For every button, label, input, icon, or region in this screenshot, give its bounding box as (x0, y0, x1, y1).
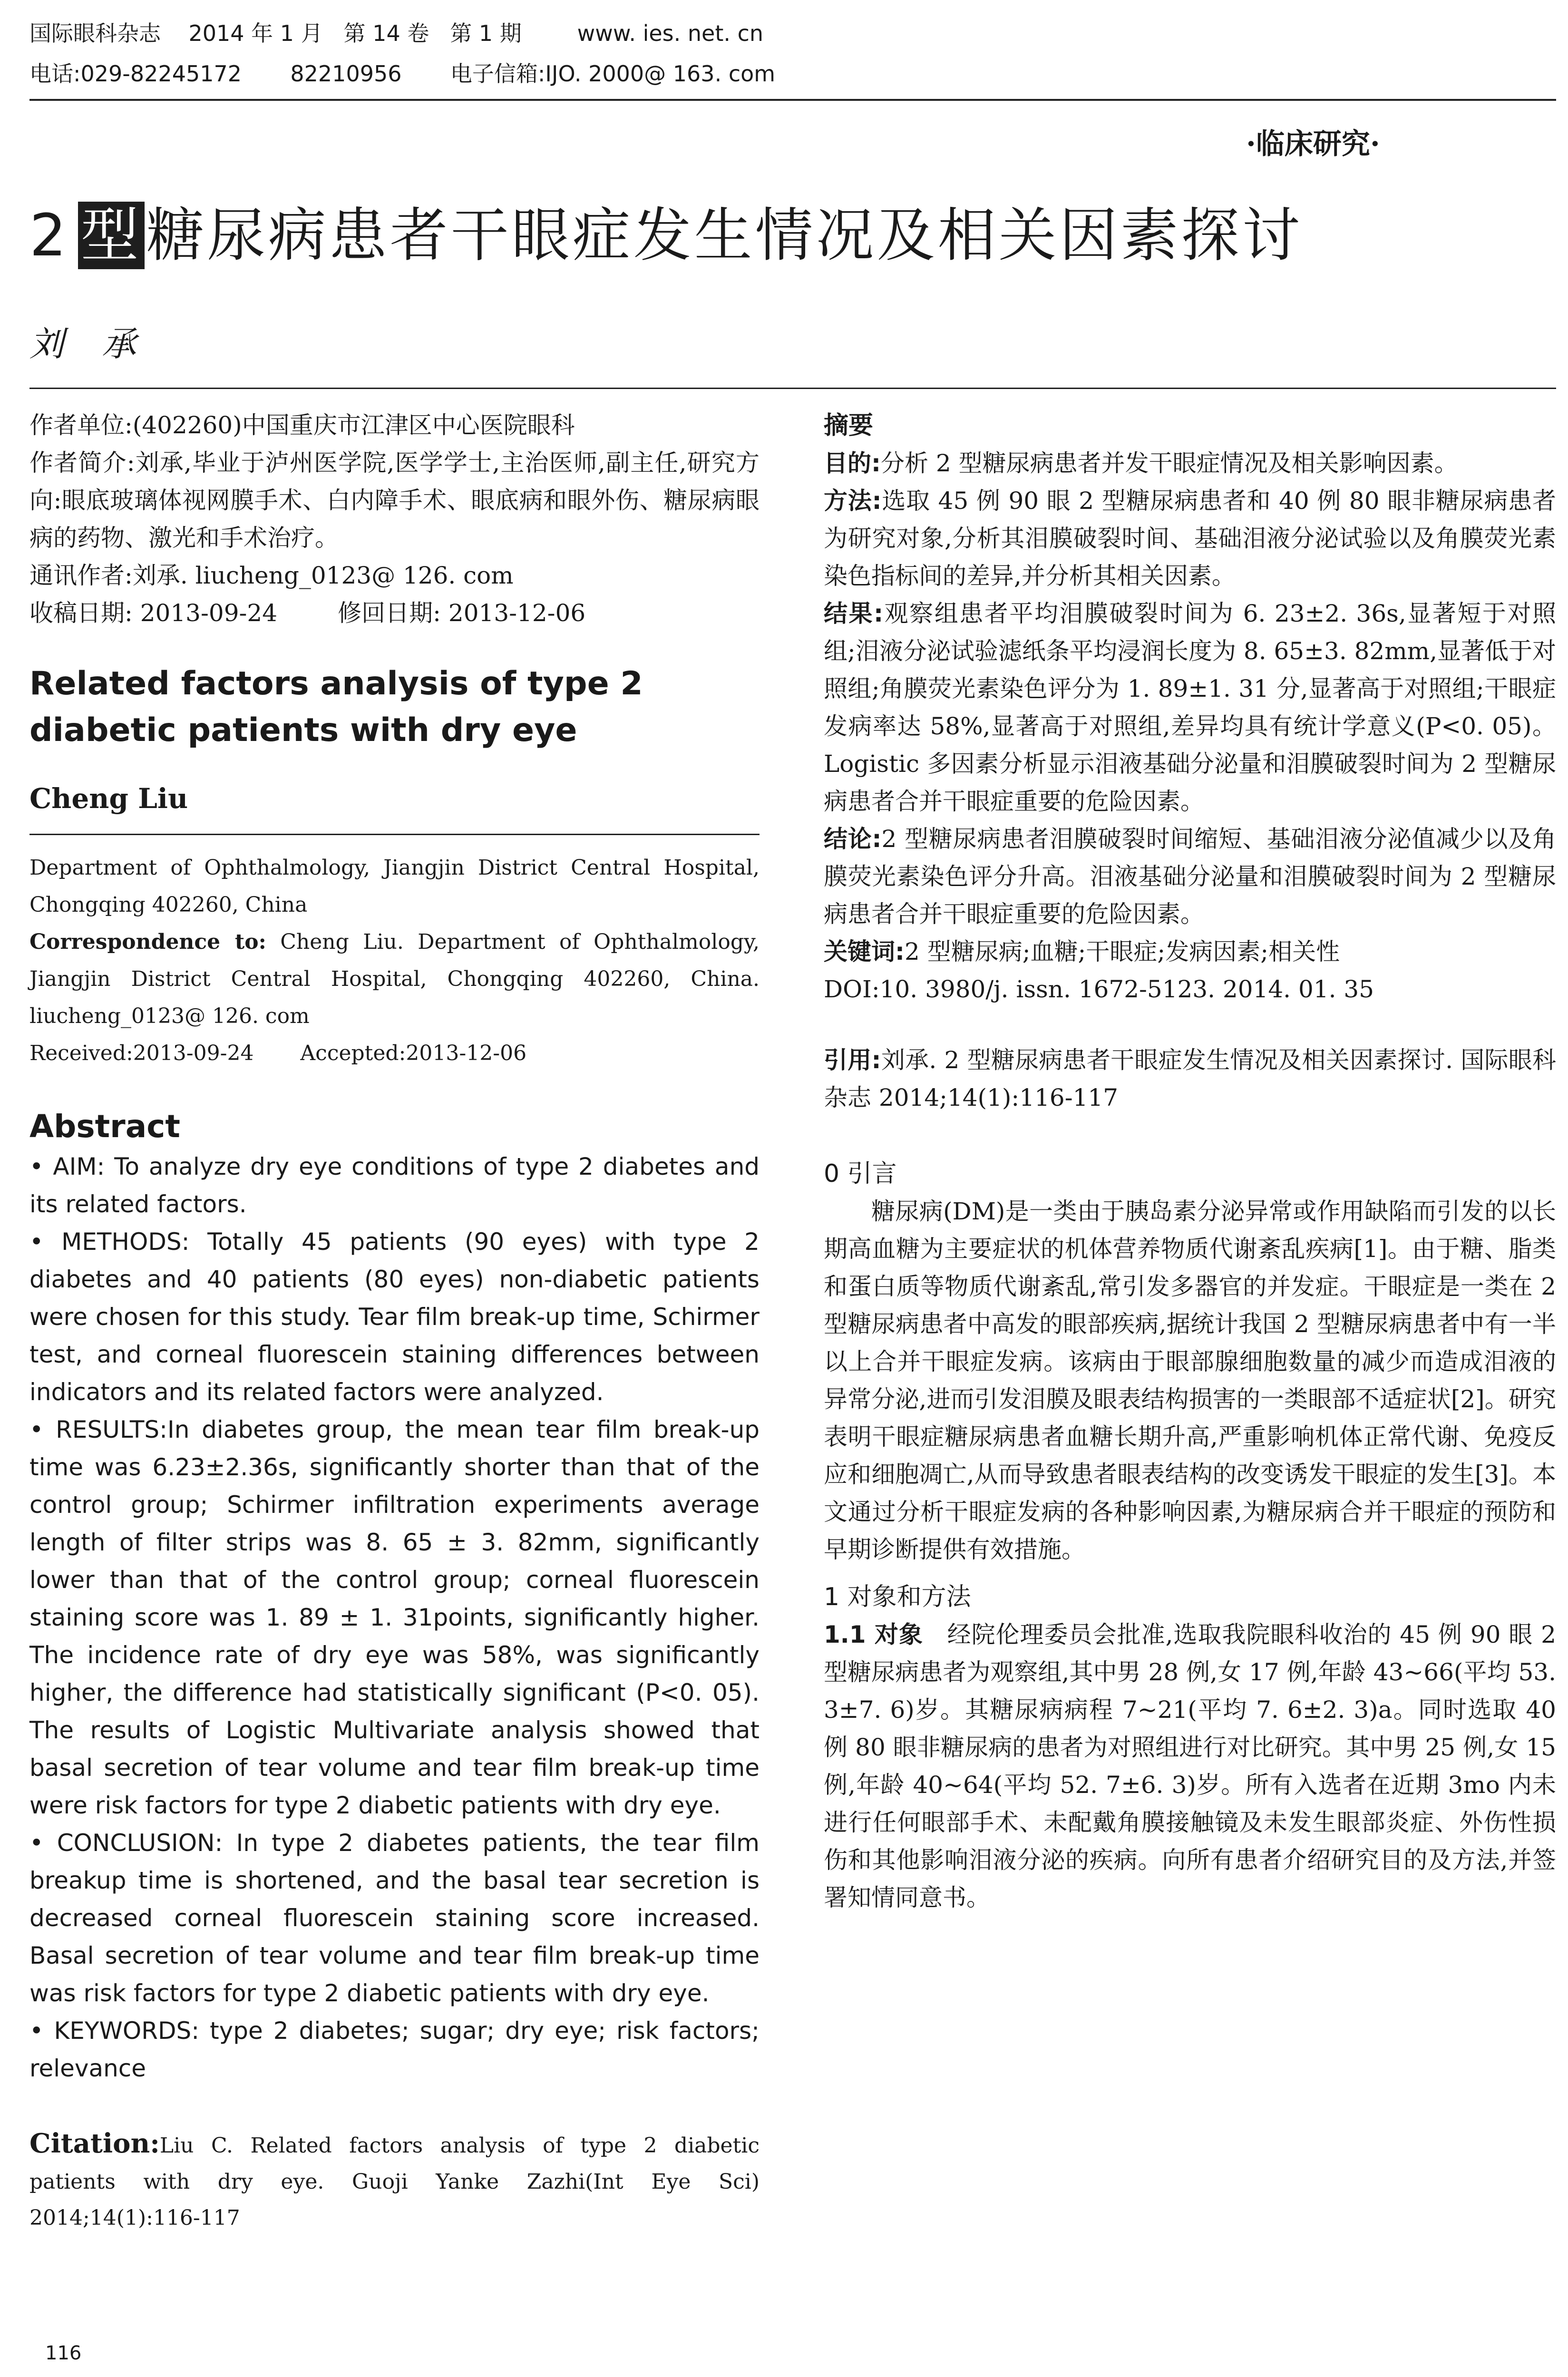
methods-heading: 1 对象和方法 (824, 1583, 971, 1611)
abstract-keywords: • KEYWORDS: type 2 diabetes; sugar; dry eye; risk factors; relevance (29, 2017, 760, 2082)
citation (29, 2125, 760, 2236)
info-bio: 作者简介:刘承,毕业于泸州医学院,医学学士,主治医师,副主任,研究方向:眼底玻璃体视网膜手术、白内障手术、眼底病和眼外伤、糖尿病眼病的药物、激光和手术治疗。 (29, 449, 760, 552)
cn-objective (824, 445, 1556, 482)
abstract-aim: • AIM: To analyze dry eye conditions of type 2 diabetes and its related factors. (29, 1153, 760, 1218)
correspondence-label: Correspondence to: (29, 930, 266, 954)
title-highlight: 型 (78, 202, 145, 269)
subjects-text: 经院伦理委员会批准,选取我院眼科收治的 45 例 90 眼 2 型糖尿病患者为观察组,其中男 28 例,女 17 例,年龄 43~66(平均 53. 3±7. 6)岁。其糖尿病病程 7~21(平均 7. 6±2. 3)a。同时选取 40 例 80 眼非糖尿病的患者为对照组进行对比研究。其中男 25 例,女 15 例,年龄 40~64(平均 52. 7±6. 3)岁。所有入选者在近期 3mo 内未进行任何眼部手术、未配戴角膜接触镜及未发生眼部炎症、外伤性损伤和其他影响泪液分泌的疾病。向所有患者介绍研究目的及方法,并签署知情同意书。 (824, 1621, 1556, 1911)
title-rest: 糖尿病患者干眼症发生情况及相关因素探讨 (146, 202, 1303, 269)
abstract-body (29, 1148, 760, 2087)
correspondence-text: Cheng Liu. Department of Ophthalmology, Jiangjin District Central Hospital, Chongqing 402260, China. liucheng_0123@ 126. com (29, 930, 760, 1028)
objective-label: 目的: (824, 449, 881, 477)
cn-cite (824, 1042, 1556, 1117)
cn-results (824, 595, 1556, 820)
author-rule (29, 834, 760, 835)
objective-text: 分析 2 型糖尿病患者并发干眼症情况及相关影响因素。 (881, 449, 1458, 477)
abstract-methods: • METHODS: Totally 45 patients (90 eyes) with type 2 diabetes and 40 patients (80 eyes) non-diabetic patients were chosen for this study. Tear film break-up time, Schirmer test, and corneal fluorescein staining differences between indicators and its related factors were analyzed. (29, 1228, 760, 1406)
cite-label: 引用: (824, 1046, 881, 1074)
methods-text: 选取 45 例 90 眼 2 型糖尿病患者和 40 例 80 眼非糖尿病患者为研究对象,分析其泪膜破裂时间、基础泪液分泌试验以及角膜荧光素染色指标间的差异,并分析其相关因素。 (824, 487, 1556, 590)
section-tag: ·临床研究· (1246, 127, 1380, 161)
subjects-label: 1.1 对象 (824, 1621, 923, 1648)
left-column (29, 407, 760, 2236)
article-title (29, 197, 1303, 273)
cn-abstract (824, 445, 1556, 1008)
abstract-heading: Abstract (29, 1108, 180, 1145)
conclusion-label: 结论: (824, 825, 882, 853)
intro-paragraph: 糖尿病(DM)是一类由于胰岛素分泌异常或作用缺陷而引发的以长期高血糖为主要症状的机体营养物质代谢紊乱疾病[1]。由于糖、脂类和蛋白质等物质代谢紊乱,常引发多器官的并发症。干眼症是一类在 2 型糖尿病患者中高发的眼部疾病,据统计我国 2 型糖尿病患者中有一半以上合并干眼症发病。该病由于眼部腺细胞数量的减少而造成泪液的异常分泌,进而引发泪膜及眼表结构损害的一类眼部不适症状[2]。研究表明干眼症糖尿病患者血糖长期升高,严重影响机体正常代谢、免疫反应和细胞凋亡,从而导致患者眼表结构的改变诱发干眼症的发生[3]。本文通过分析干眼症发病的各种影响因素,为糖尿病合并干眼症的预防和早期诊断提供有效措施。 (824, 1198, 1556, 1563)
abstract-conclusion: • CONCLUSION: In type 2 diabetes patients, the tear film breakup time is shortened, and the basal tear secretion is decreased corneal fluorescein staining score increased. Basal secretion of tear volume and tear film break-up time was risk factors for type 2 diabetic patients with dry eye. (29, 1829, 760, 2007)
keywords-text: 2 型糖尿病;血糖;干眼症;发病因素;相关性 (905, 938, 1340, 965)
right-column (824, 407, 1556, 1917)
methods-label: 方法: (824, 487, 882, 515)
cn-abstract-heading: 摘要 (824, 411, 874, 440)
results-label: 结果: (824, 600, 884, 627)
info-unit: 作者单位:(402260)中国重庆市江津区中心医院眼科 (29, 411, 575, 439)
affiliation: Department of Ophthalmology, Jiangjin District Central Hospital, Chongqing 402260, China (29, 856, 760, 917)
title-rule (29, 388, 1556, 389)
title-number: 2 (29, 202, 69, 269)
english-title: Related factors analysis of type 2 diabetic patients with dry eye (29, 665, 643, 749)
info-dates: 收稿日期: 2013-09-24 修回日期: 2013-12-06 (29, 599, 586, 627)
citation-label: Citation: (29, 2128, 160, 2159)
cn-keywords (824, 933, 1556, 971)
affiliation-block (29, 849, 760, 1072)
header-rule (29, 99, 1556, 101)
results-text: 观察组患者平均泪膜破裂时间为 6. 23±2. 36s,显著短于对照组;泪液分泌试验滤纸条平均浸润长度为 8. 65±3. 82mm,显著低于对照组;角膜荧光素染色评分为 1. 89±1. 31 分,显著高于对照组;干眼症发病率达 58%,显著高于对照组,差异均具有统计学意义(P<0. 05)。Logistic 多因素分析显示泪液基础分泌量和泪膜破裂时间为 2 型糖尿病患者合并干眼症重要的危险因素。 (824, 600, 1556, 815)
author-cn: 刘承 (29, 324, 175, 364)
correspondence (29, 924, 760, 1035)
page-number: 116 (45, 2342, 82, 2364)
cite-text: 刘承. 2 型糖尿病患者干眼症发生情况及相关因素探讨. 国际眼科杂志 2014;14(1):116-117 (824, 1046, 1556, 1111)
received-accepted: Received:2013-09-24 Accepted:2013-12-06 (29, 1041, 527, 1065)
keywords-label: 关键词: (824, 938, 905, 965)
info-correspondence: 通讯作者:刘承. liucheng_0123@ 126. com (29, 562, 514, 589)
abstract-results: • RESULTS:In diabetes group, the mean tear film break-up time was 6.23±2.36s, significantly shorter than that of the control group; Schirmer infiltration experiments average length of filter strips was 8. 65 ± 3. 82mm, significantly lower than that of the control group; corneal fluorescein staining score was 1. 89 ± 1. 31points, significantly higher. The incidence rate of dry eye was 58%, was significantly higher, the difference had statistically significant (P<0. 05). The results of Logistic Multivariate analysis showed that basal secretion of tear volume and tear film break-up time were risk factors for type 2 diabetic patients with dry eye. (29, 1416, 760, 1819)
cn-conclusion (824, 820, 1556, 933)
english-author: Cheng Liu (29, 782, 188, 815)
citation-text: Liu C. Related factors analysis of type 2 diabetic patients with dry eye. Guoji Yanke Zazhi(Int Eye Sci) 2014;14(1):116-117 (29, 2133, 760, 2230)
subjects-paragraph (824, 1616, 1556, 1917)
intro-heading: 0 引言 (824, 1159, 897, 1188)
journal-header-line1: 国际眼科杂志 2014 年 1 月 第 14 卷 第 1 期 www. ies. net. cn (29, 20, 764, 46)
doi: DOI:10. 3980/j. issn. 1672-5123. 2014. 01. 35 (824, 975, 1374, 1003)
cn-methods (824, 482, 1556, 595)
journal-header-line2: 电话:029-82245172 82210956 电子信箱:IJO. 2000@ 163. com (29, 61, 776, 87)
conclusion-text: 2 型糖尿病患者泪膜破裂时间缩短、基础泪液分泌值减少以及角膜荧光素染色评分升高。泪液基础分泌量和泪膜破裂时间为 2 型糖尿病患者合并干眼症重要的危险因素。 (824, 825, 1556, 928)
author-info (29, 407, 760, 632)
